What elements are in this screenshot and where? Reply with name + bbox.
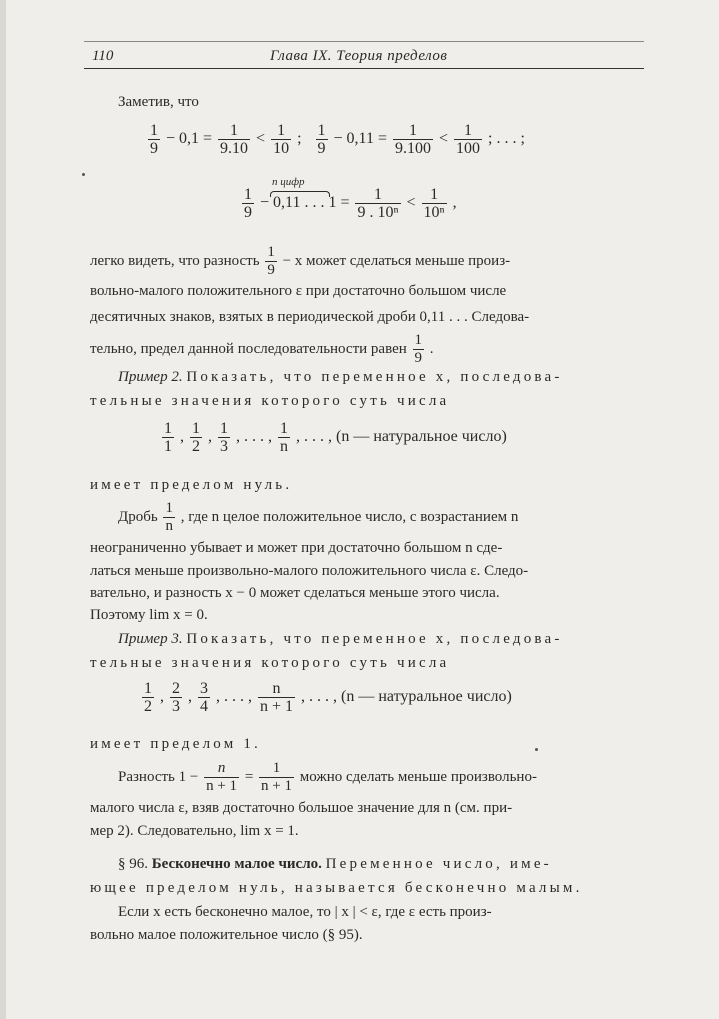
example-3-line-3: имеет пределом 1. (90, 736, 262, 752)
eq-text: − 0,11 = (333, 130, 387, 148)
paragraph-line: латься меньше произвольно-малого положительного числа ε. Следо- (90, 563, 529, 579)
eq-text: = (340, 194, 350, 212)
eq-text: < (438, 130, 449, 148)
fraction: $\frac{1}{3}$ (220, 420, 228, 455)
paragraph-line: тельно, предел данной последовательности равен $\frac{1}{9}$ . (90, 332, 434, 366)
section-96-line-4: вольно малое положительное число (§ 95). (90, 927, 363, 943)
page-header (84, 44, 644, 69)
paragraph-line: неограниченно убывает и может при достаточно большом n сде- (90, 540, 503, 556)
fraction: $\frac{1}{100}$ (456, 122, 481, 157)
example-2-line-2: тельные значения которого суть числа (90, 393, 450, 409)
fraction: $\frac{n}{n + 1}$ (206, 760, 238, 794)
eq-text: 0,11 . . . 1 (273, 194, 337, 212)
fraction: $\frac{1}{9.100}$ (394, 122, 431, 157)
paragraph-line: вольно-малого положительного ε при достаточно большом числе (90, 283, 507, 299)
sequence-equation-1: $\frac{1}{1}$ , $\frac{1}{2}$ , $\frac{1}{3}$ , . . . , $\frac{1}{n}$ , . . . , (n — натуральное число) (164, 420, 507, 455)
paragraph-line: легко видеть, что разность $\frac{1}{9}$ − x может сделаться меньше произ- (90, 244, 511, 278)
equation-1 (146, 122, 525, 157)
eq-text: < (256, 130, 266, 148)
eq-text: , (452, 194, 457, 212)
section-96-line-2: ющее пределом нуль, называется бесконечно малым. (90, 880, 583, 896)
speck (535, 748, 538, 751)
section-96-heading: § 96. Бесконечно малое число. Переменное число, име- (118, 856, 552, 872)
paragraph-line: малого числа ε, взяв достаточно большое значение для n (см. при- (90, 800, 513, 816)
section-96-line-3: Если x есть бесконечно малое, то | x | < ε, где ε есть произ- (118, 904, 492, 920)
fraction: $\frac{1}{n}$ (165, 500, 173, 534)
sequence-equation-2: $\frac{1}{2}$ , $\frac{2}{3}$ , $\frac{3}{4}$ , . . . , $\frac{n}{n + 1}$ , . . . , (n — натуральное число) (144, 680, 512, 715)
fraction: $\frac{1}{1}$ (164, 420, 172, 455)
fraction: $\frac{1}{9}$ (414, 332, 423, 366)
example-2-line-1: Пример 2. Показать, что переменное x, последова- (118, 369, 563, 385)
example-3-line-2: тельные значения которого суть числа (90, 655, 450, 671)
paragraph-line: десятичных знаков, взятых в периодической дроби 0,11 . . . Следова- (90, 309, 530, 325)
n-digits-label: n цифр (272, 176, 305, 188)
fraction: $\frac{1}{9}$ (150, 122, 158, 157)
example-2-line-3: имеет пределом нуль. (90, 477, 293, 493)
eq-text: − 0,1 = (166, 130, 213, 148)
fraction: $\frac{1}{9}$ (317, 122, 326, 157)
fraction: $\frac{1}{2}$ (192, 420, 200, 455)
fraction: $\frac{1}{9}$ (244, 186, 252, 221)
equation-2 (240, 186, 457, 221)
speck (82, 173, 85, 176)
fraction: $\frac{1}{9.10}$ (220, 122, 249, 157)
page-edge (0, 0, 6, 1019)
fraction: $\frac{n}{n + 1}$ (260, 680, 294, 715)
eq-text: < (406, 194, 416, 212)
intro-text: Заметив, что (118, 94, 199, 110)
eq-text: ; . . . ; (488, 130, 525, 148)
paragraph-line: Поэтому lim x = 0. (90, 607, 208, 623)
fraction: $\frac{1}{n + 1}$ (261, 760, 292, 794)
paragraph-line: Разность 1 − $\frac{n}{n + 1}$ = $\frac{1}{n + 1}$ можно сделать меньше произвольно- (118, 760, 537, 794)
fraction: $\frac{2}{3}$ (172, 680, 180, 715)
fraction: $\frac{1}{n}$ (280, 420, 288, 455)
paragraph-line: мер 2). Следовательно, lim x = 1. (90, 823, 299, 839)
paragraph-line: Дробь $\frac{1}{n}$ , где n целое положительное число, с возрастанием n (118, 500, 519, 534)
eq-text: − (260, 194, 270, 212)
paragraph-line: вательно, и разность x − 0 может сделаться меньше этого числа. (90, 585, 500, 601)
example-3-line-1: Пример 3. Показать, что переменное x, последова- (118, 631, 563, 647)
fraction: $\frac{1}{\text{10ⁿ}}$ (423, 186, 445, 221)
eq-text: ; (297, 130, 302, 148)
running-title: Глава IX. Теория пределов (270, 48, 448, 64)
header-top-rule (84, 41, 644, 42)
page-number: 110 (92, 48, 114, 64)
fraction: $\frac{1}{2}$ (144, 680, 152, 715)
fraction: $\frac{3}{4}$ (200, 680, 208, 715)
fraction: $\frac{1}{9}$ (267, 244, 275, 278)
fraction: $\frac{1}{10}$ (273, 122, 290, 157)
fraction: $\frac{1}{\text{9 . 10ⁿ}}$ (357, 186, 399, 221)
